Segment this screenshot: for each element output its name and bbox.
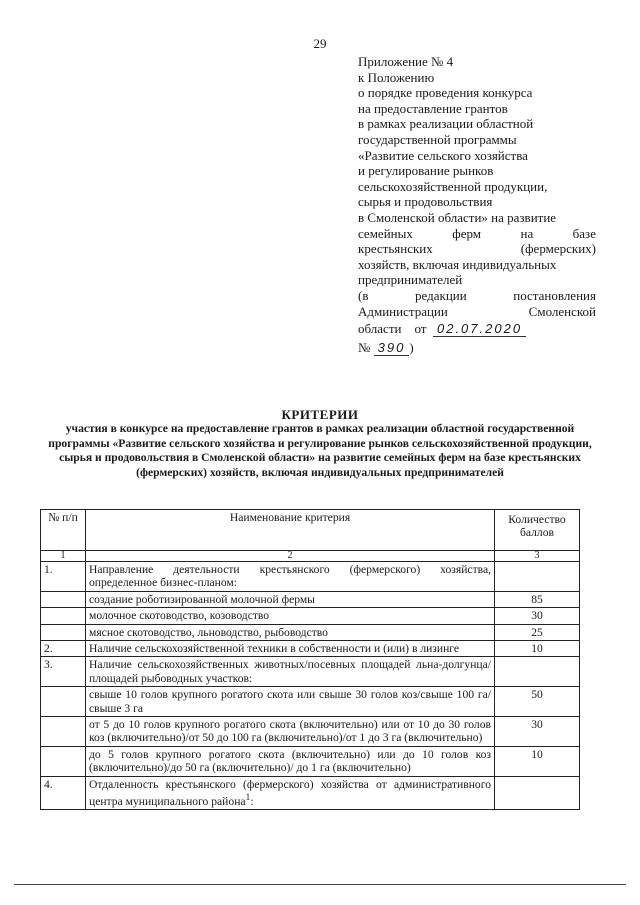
col-number: 3: [495, 551, 580, 562]
word: Смоленской: [528, 303, 596, 319]
table-row: [41, 687, 580, 717]
row-text: свыше 10 голов крупного рогатого скота или свыше 30 голов коз/свыше 100 га/свыше 3 га: [86, 687, 495, 717]
row-text: Наличие сельскохозяйственной техники в собственности и (или) в лизинге: [86, 641, 495, 657]
appendix-header: [358, 54, 596, 355]
word: базе: [572, 225, 596, 241]
appendix-line: хозяйств, включая индивидуальных: [358, 256, 557, 272]
row-text: до 5 голов крупного рогатого скота (включительно) или до 10 голов коз (включительно)/до 50 га (включительно)/ до 1 га (включительно): [86, 746, 495, 776]
row-score: [495, 776, 580, 810]
appendix-line: Приложение № 4: [358, 54, 454, 69]
row-text: Наличие сельскохозяйственных животных/посевных площадей льна-долгунца/площадей рыбоводных участков:: [86, 657, 495, 687]
row-text: молочное скотоводство, козоводство: [86, 608, 495, 624]
word: (фермерских): [520, 241, 596, 257]
header-num: № п/п: [41, 510, 86, 551]
criteria-title: КРИТЕРИИ: [281, 407, 359, 422]
appendix-justified-line: [358, 288, 596, 304]
word: крестьянских: [358, 241, 433, 257]
closing-paren: ): [409, 339, 414, 355]
table-row: [41, 591, 580, 607]
row-num: 4.: [41, 776, 86, 810]
row-num: [41, 608, 86, 624]
row-score: [495, 562, 580, 592]
page-number: 29: [313, 36, 327, 51]
appendix-date-line: [358, 321, 596, 337]
appendix-justified-line: [358, 304, 596, 320]
appendix-line: в рамках реализации областной: [358, 116, 534, 132]
row-num: 2.: [41, 641, 86, 657]
row-score: 30: [495, 717, 580, 747]
word: на: [520, 225, 534, 241]
row-text: от 5 до 10 голов крупного рогатого скота (включительно) или от 10 до 30 голов коз (включительно)/от 50 до 100 га (включительно)/от 1 до 3 га (включительно): [86, 717, 495, 747]
criteria-table: [40, 509, 580, 810]
appendix-line: к Положению: [358, 69, 435, 85]
table-row: [41, 746, 580, 776]
header-score: Количество баллов: [495, 510, 580, 551]
appendix-line: предпринимателей: [358, 272, 463, 288]
appendix-line: «Развитие сельского хозяйства: [358, 147, 528, 163]
appendix-number-line: [358, 340, 596, 356]
handwritten-date: 02.07.2020: [433, 321, 526, 337]
word: ферм: [452, 225, 482, 241]
oblast-word: области: [358, 321, 402, 337]
row-text-main: Отдаленность крестьянского (фермерского) хозяйства от административного центра муниципального района: [89, 777, 491, 808]
table-row: [41, 717, 580, 747]
row-text: мясное скотоводство, льноводство, рыбоводство: [86, 624, 495, 640]
table-header-row: [41, 510, 580, 551]
row-score: 30: [495, 608, 580, 624]
row-text-end: :: [250, 794, 254, 808]
column-number-row: [41, 551, 580, 562]
table-row: [41, 641, 580, 657]
ot-word: от: [414, 321, 427, 337]
page-bottom-edge: [14, 884, 626, 885]
table-row: [41, 624, 580, 640]
row-num: [41, 591, 86, 607]
word: семейных: [358, 225, 413, 241]
table-row: [41, 562, 580, 592]
row-num: [41, 687, 86, 717]
row-text: создание роботизированной молочной фермы: [86, 591, 495, 607]
word: (в: [358, 287, 369, 303]
appendix-justified-line: [358, 226, 596, 242]
col-number: 1: [41, 551, 86, 562]
appendix-line: сельскохозяйственной продукции,: [358, 178, 548, 194]
appendix-line: на предоставление грантов: [358, 100, 508, 116]
word: постановления: [513, 287, 596, 303]
criteria-subtitle: участия в конкурсе на предоставление грантов в рамках реализации областной государственной программы «Развитие сельского хозяйства и регулирование рынков сельскохозяйственной продукции, сырья и продовольствия в Смоленской области» на развитие семейных ферм на базе крестьянских (фермерских) хозяйств, включая индивидуальных предпринимателей: [48, 422, 592, 479]
appendix-line: государственной программы: [358, 131, 517, 147]
row-score: 25: [495, 624, 580, 640]
row-score: 10: [495, 641, 580, 657]
word: Администрации: [358, 303, 448, 319]
row-text: Направление деятельности крестьянского (фермерского) хозяйства, определенное бизнес-планом:: [86, 562, 495, 592]
appendix-line: и регулирование рынков: [358, 163, 494, 179]
appendix-line: о порядке проведения конкурса: [358, 85, 533, 101]
table-row: [41, 608, 580, 624]
row-num: [41, 624, 86, 640]
row-score: 85: [495, 591, 580, 607]
table-row: [41, 776, 580, 810]
handwritten-number: 390: [374, 340, 410, 356]
appendix-line: сырья и продовольствия: [358, 194, 493, 210]
table-row: [41, 657, 580, 687]
row-score: 10: [495, 746, 580, 776]
row-score: [495, 657, 580, 687]
header-criterion: Наименование критерия: [86, 510, 495, 551]
appendix-line: в Смоленской области» на развитие: [358, 209, 557, 225]
footnote-mark: 1: [245, 792, 251, 804]
row-num: 1.: [41, 562, 86, 592]
row-text: [86, 776, 495, 810]
row-score: 50: [495, 687, 580, 717]
word: редакции: [415, 287, 467, 303]
number-sign: №: [358, 339, 371, 355]
col-number: 2: [86, 551, 495, 562]
row-num: [41, 717, 86, 747]
row-num: 3.: [41, 657, 86, 687]
appendix-justified-line: [358, 241, 596, 257]
row-num: [41, 746, 86, 776]
